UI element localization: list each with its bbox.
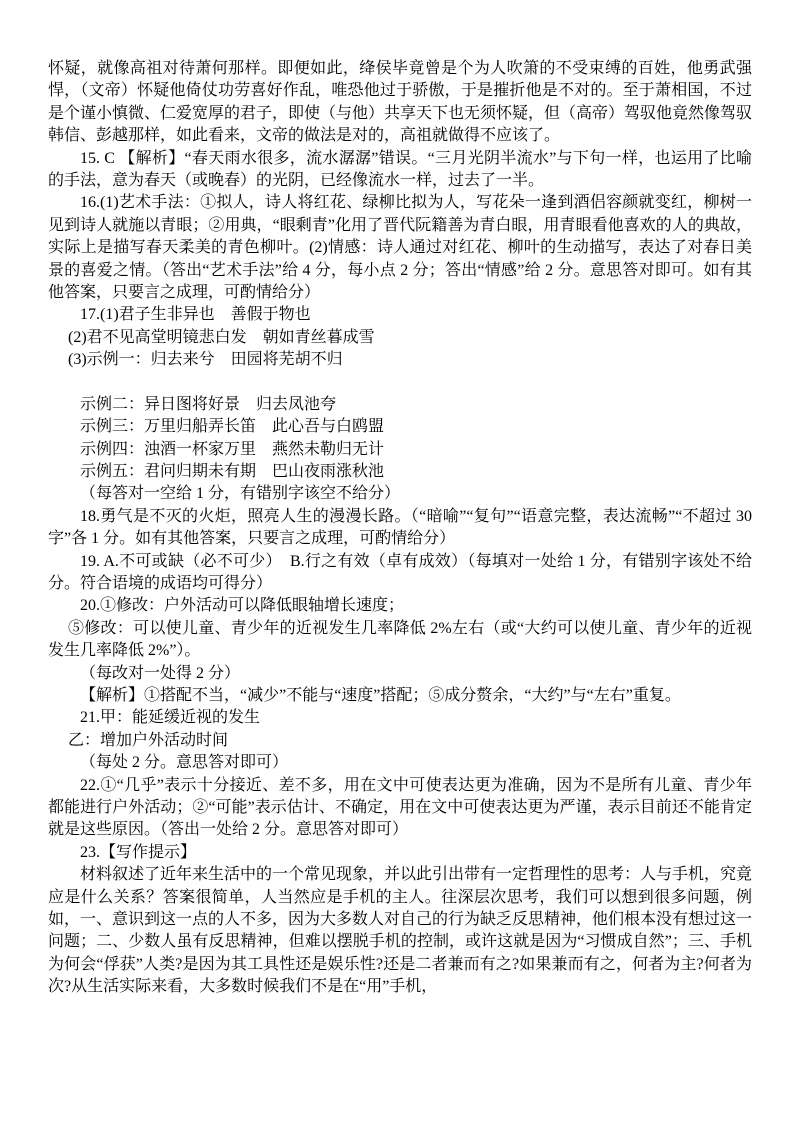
paragraph-answer-20-analysis: 【解析】①搭配不当，“减少”不能与“速度”搭配；⑤成分赘余，“大约”与“左右”重复。 [80,686,681,704]
paragraph-answer-20-fix-1: 20.①修改：户外活动可以降低眼轴增长速度； [80,597,405,615]
paragraph-answer-23-heading: 23.【写作提示】 [80,843,197,861]
paragraph-answer-21-note: （每处 2 分。意思答对即可） [80,754,289,772]
paragraph-answer-21-yi: 乙：增加户外活动时间 [68,731,229,749]
paragraph-answer-17-example-3: 示例三：万里归船弄长笛 此心吾与白鸥盟 [80,418,385,436]
paragraph-answer-17-line-1: 17.(1)君子生非异也 善假于物也 [80,306,311,324]
paragraph-answer-20-fix-5: ⑤修改：可以使儿童、青少年的近视发生几率降低 2%左右（或“大约可以使儿童、青少年的近视发生几率降低 2%”）。 [48,619,752,660]
paragraph-answer-17-example-5: 示例五：君问归期未有期 巴山夜雨涨秋池 [80,462,385,480]
paragraph-answer-17-line-3: (3)示例一：归去来兮 田园将芜胡不归 [68,351,343,369]
paragraph-answer-17-example-4: 示例四：浊酒一杯家万里 燕然未勒归无计 [80,440,385,458]
paragraph-answer-18: 18.勇气是不灭的火炬，照亮人生的漫漫长路。（“暗喻”“复句”“语意完整，表达流畅”“不超过 30 字”各 1 分。如有其他答案，只要言之成理，可酌情给分） [48,507,752,548]
paragraph-answer-16: 16.(1)艺术手法：①拟人，诗人将红花、绿柳比拟为人，写花朵一逢到酒侣容颜就变红，柳树一见到诗人就施以青眼；②用典，“眼剩青”化用了晋代阮籍善为青白眼，用青眼看他喜欢的人的典故，实际上是描写春天柔美的青色柳叶。(2)情感：诗人通过对红花、柳叶的生动描写，表达了对春日美景的喜爱之情。（答出“艺术手法”给 4 分，每小点 2 分；答出“情感”给 2 分。意思答对即可。如有其他答案，只要言之成理，可酌情给分） [48,194,752,302]
paragraph-answer-22: 22.①“几乎”表示十分接近、差不多，用在文中可使表达更为准确，因为不是所有儿童、青少年都能进行户外活动；②“可能”表示估计、不确定，用在文中可使表达更为严谨，表示目前还不能肯定就是这些原因。（答出一处给 2 分。意思答对即可） [48,776,752,839]
paragraph-answer-21-jia: 21.甲：能延缓近视的发生 [80,709,261,727]
paragraph-answer-19: 19. A.不可或缺（必不可少） B.行之有效（卓有成效）（每填对一处给 1 分，有错别字该处不给分。符合语境的成语均可得分） [48,552,752,592]
paragraph-answer-23-body: 材料叙述了近年来生活中的一个常见现象，并以此引出带有一定哲理性的思考：人与手机，究竟应是什么关系？答案很简单，人当然应是手机的主人。往深层次思考，我们可以想到很多问题，例如，一、意识到这一点的人不多，因为大多数人对自己的行为缺乏反思精神，他们根本没有想过这一问题；二、少数人虽有反思精神，但难以摆脱手机的控制，或许这就是因为“习惯成自然”；三、手机为何会“俘获”人类?是因为其工具性还是娱乐性?还是二者兼而有之?如果兼而有之，何者为主?何者为次?从生活实际来看，大多数时候我们不是在“用”手机， [48,866,753,996]
paragraph-answer-17-example-2: 示例二：异日图将好景 归去凤池夸 [80,395,337,413]
paragraph-translation-continuation: 怀疑，就像高祖对待萧何那样。即便如此，绛侯毕竟曾是个为人吹箫的不受束缚的百姓，他勇武强悍，（文帝）怀疑他倚仗功劳喜好作乱，唯恐他过于骄傲，于是摧折他是不对的。至于萧相国，不过是个谨小慎微、仁爱宽厚的君子，即使（与他）共享天下也无须怀疑，但（高帝）驾驭他竟然像驾驭韩信、彭越那样，如此看来，文帝的做法是对的，高祖就做得不应该了。 [48,60,753,145]
paragraph-answer-20-note: （每改对一处得 2 分） [80,664,241,682]
paragraph-answer-17-note: （每答对一空给 1 分，有错别字该空不给分） [80,485,401,503]
paragraph-answer-15: 15. C 【解析】“春天雨水很多，流水潺潺”错误。“三月光阴半流水”与下句一样，也运用了比喻的手法，意为春天（或晚春）的光阴，已经像流水一样，过去了一半。 [48,149,752,190]
paragraph-answer-17-line-2: (2)君不见高堂明镜悲白发 朝如青丝暮成雪 [68,328,375,346]
